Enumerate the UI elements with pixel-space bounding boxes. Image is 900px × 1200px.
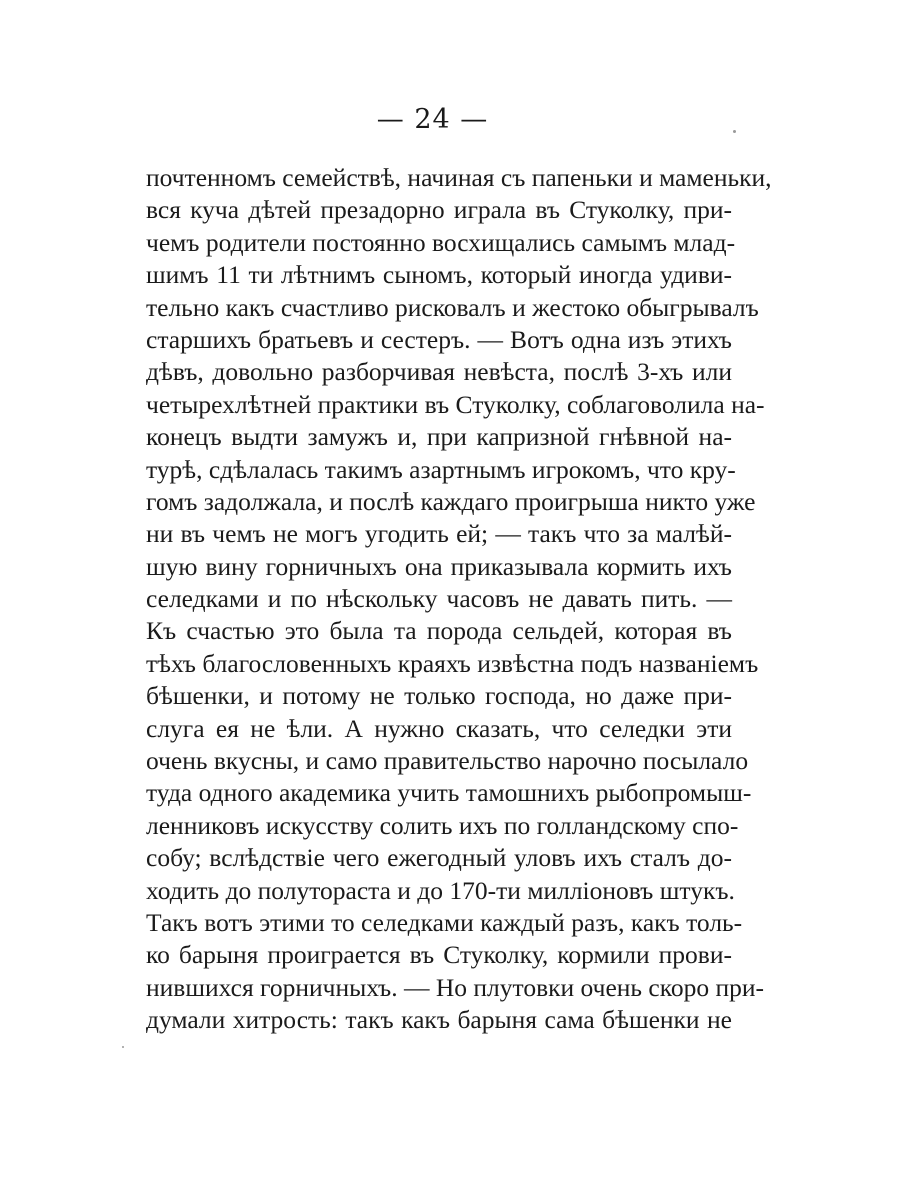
text-line: ходить до полутораста и до 170-ти милліоновъ штукъ. bbox=[146, 875, 735, 905]
text-line: гомъ задолжала, и послѣ каждаго проигрыша никто уже bbox=[146, 486, 756, 516]
text-line: Къ счастью это была та порода сельдей, которая въ bbox=[146, 616, 732, 646]
paper-speck bbox=[733, 130, 736, 133]
text-line: селедками и по нѣскольку часовъ не давать пить. — bbox=[146, 584, 732, 614]
text-line: вся куча дѣтей презадорно играла въ Стуколку, при- bbox=[146, 195, 732, 225]
text-line: дѣвъ, довольно разборчивая невѣста, послѣ 3-хъ или bbox=[146, 357, 732, 387]
text-line: собу; вслѣдствіе чего ежегодный уловъ ихъ сталъ до- bbox=[146, 843, 732, 873]
text-line: шую вину горничныхъ она приказывала кормить ихъ bbox=[146, 551, 732, 581]
text-line: тѣхъ благословенныхъ краяхъ извѣстна подъ названіемъ bbox=[146, 648, 759, 678]
text-line: турѣ, сдѣлалась такимъ азартнымъ игрокомъ, что кру- bbox=[146, 454, 736, 484]
text-line: тельно какъ счастливо рисковалъ и жестоко обыгрывалъ bbox=[146, 292, 759, 322]
text-line: слуга ея не ѣли. А нужно сказать, что селедки эти bbox=[146, 713, 732, 743]
text-line: четырехлѣтней практики въ Стуколку, соблаговолила на- bbox=[146, 389, 765, 419]
text-line: очень вкусны, и само правительство нарочно посылало bbox=[146, 746, 749, 776]
paper-speck bbox=[122, 1046, 124, 1048]
text-line: ни въ чемъ не могъ угодить ей; — такъ что за малѣй- bbox=[146, 519, 732, 549]
text-line: ко барыня проиграется въ Стуколку, кормили прови- bbox=[146, 940, 732, 970]
text-line: туда одного академика учить тамошнихъ рыбопромыш- bbox=[146, 778, 752, 808]
body-text bbox=[146, 162, 772, 1037]
text-line: шимъ 11 ти лѣтнимъ сыномъ, который иногда удиви- bbox=[146, 260, 732, 290]
text-line: конецъ выдти замужъ и, при капризной гнѣвной на- bbox=[146, 422, 732, 452]
page-number: — 24 — bbox=[376, 104, 489, 135]
text-line: чемъ родители постоянно восхищались самымъ млад- bbox=[146, 227, 736, 257]
text-line: бѣшенки, и потому не только господа, но даже при- bbox=[146, 681, 732, 711]
text-line: почтенномъ семействѣ, начиная съ папеньки и маменьки, bbox=[146, 163, 772, 192]
text-line: ленниковъ искусству солить ихъ по голландскому спо- bbox=[146, 810, 739, 840]
text-line: Такъ вотъ этими то селедками каждый разъ, какъ толь- bbox=[146, 907, 743, 937]
text-line: думали хитрость: такъ какъ барыня сама бѣшенки не bbox=[146, 1005, 732, 1035]
text-line: старшихъ братьевъ и сестеръ. — Вотъ одна изъ этихъ bbox=[146, 324, 732, 354]
text-line: нившихся горничныхъ. — Но плутовки очень скоро при- bbox=[146, 972, 764, 1002]
